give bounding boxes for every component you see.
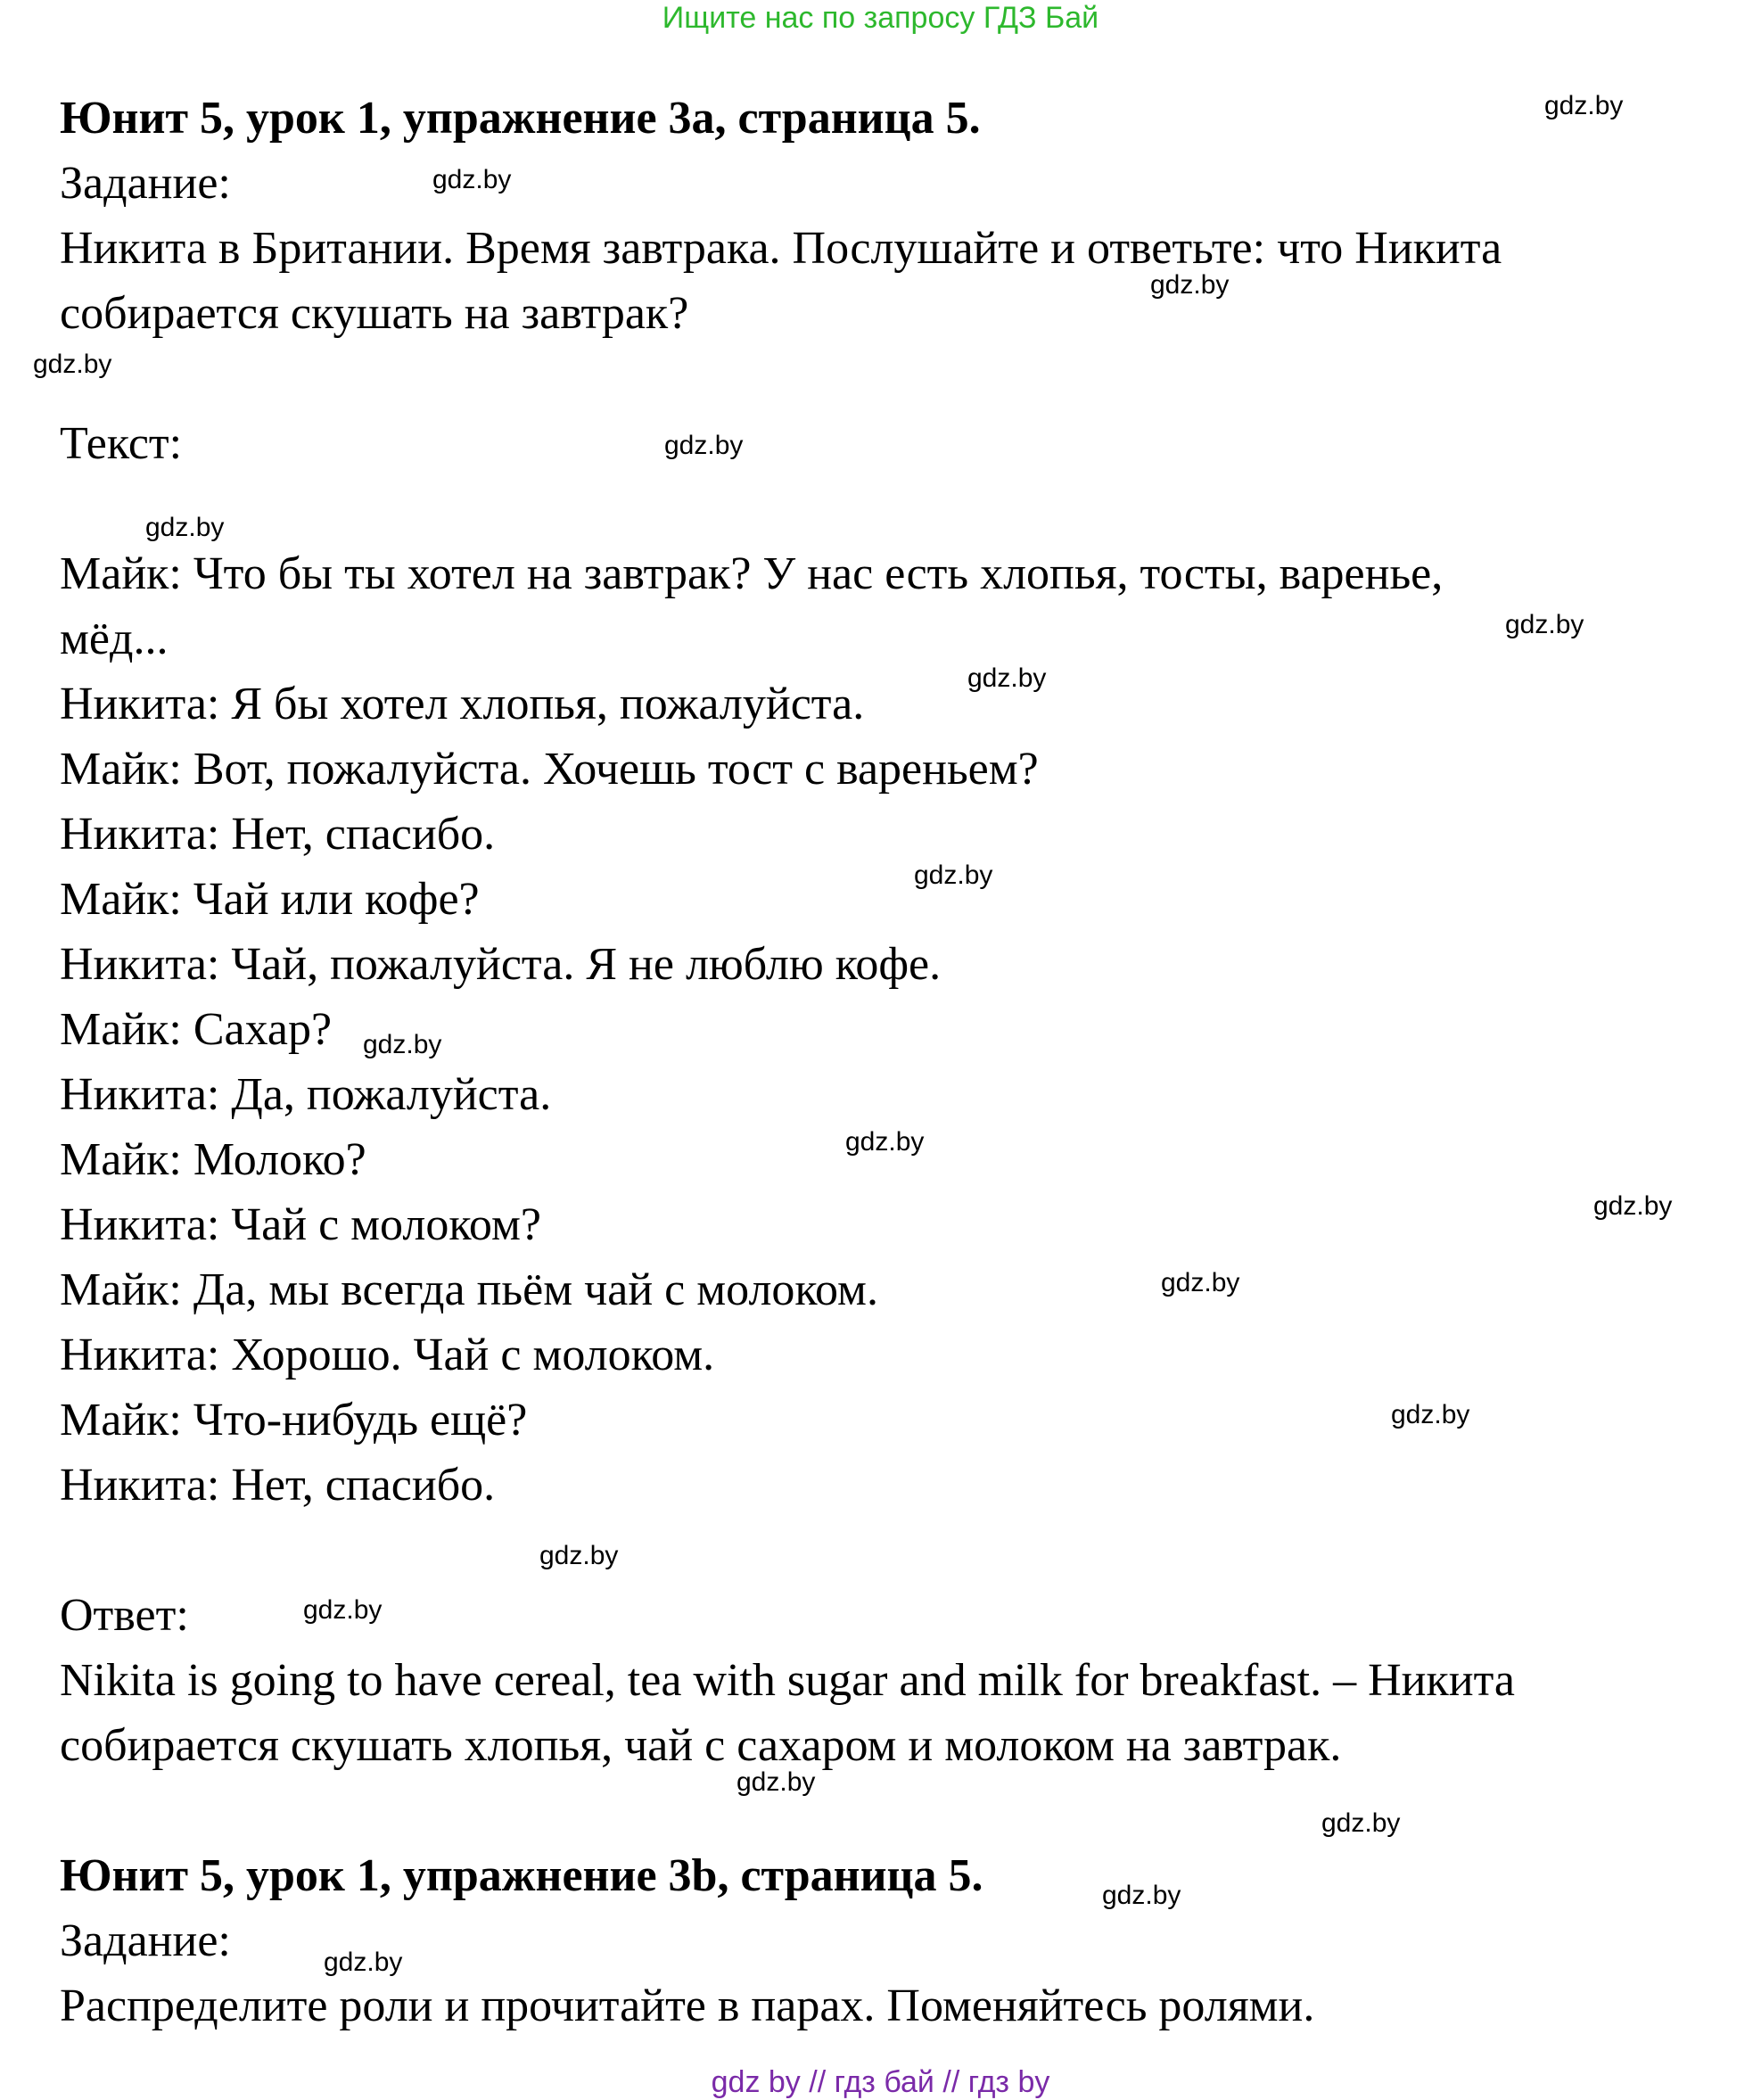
section1-text-label: Текст: <box>60 418 183 469</box>
watermark: gdz.by <box>539 1541 619 1570</box>
section1-answer-line: собирается скушать хлопья, чай с сахаром и молоком на завтрак. <box>60 1720 1342 1771</box>
dialogue-line: Майк: Да, мы всегда пьём чай с молоком. <box>60 1264 878 1315</box>
watermark: gdz.by <box>1102 1881 1181 1910</box>
dialogue-line: Майк: Вот, пожалуйста. Хочешь тост с вареньем? <box>60 744 1039 795</box>
dialogue-line: Майк: Что бы ты хотел на завтрак? У нас есть хлопья, тосты, варенье, <box>60 548 1444 599</box>
watermark: gdz.by <box>845 1127 925 1157</box>
dialogue-line: Майк: Что-нибудь ещё? <box>60 1395 528 1445</box>
top-banner: Ищите нас по запросу ГДЗ Бай <box>662 1 1099 35</box>
section1-task-line: собирается скушать на завтрак? <box>60 288 689 339</box>
watermark: gdz.by <box>914 861 993 890</box>
section2-task-line: Распределите роли и прочитайте в парах. Поменяйтесь ролями. <box>60 1981 1315 2031</box>
watermark: gdz.by <box>664 431 744 460</box>
spacer <box>60 1778 1718 1843</box>
watermark: gdz.by <box>736 1767 816 1797</box>
watermark: gdz.by <box>1544 91 1624 120</box>
watermark: gdz.by <box>324 1948 403 1977</box>
section2-heading: Юнит 5, урок 1, упражнение 3b, страница 5. <box>60 1850 983 1901</box>
watermark: gdz.by <box>1391 1400 1470 1429</box>
dialogue-line: Майк: Молоко? <box>60 1134 366 1185</box>
dialogue-line: Никита: Нет, спасибо. <box>60 1460 496 1511</box>
section1-task-label: Задание: <box>60 158 231 209</box>
dialogue-line: Никита: Я бы хотел хлопья, пожалуйста. <box>60 679 865 729</box>
watermark: gdz.by <box>303 1595 383 1625</box>
watermark: gdz.by <box>145 513 225 542</box>
dialogue-line: Никита: Чай, пожалуйста. Я не люблю кофе. <box>60 939 942 990</box>
dialogue-line: Никита: Да, пожалуйста. <box>60 1069 552 1120</box>
watermark: gdz.by <box>1161 1268 1240 1297</box>
watermark: gdz.by <box>1505 610 1584 639</box>
dialogue-line: мёд... <box>60 614 169 664</box>
watermark: gdz.by <box>1321 1808 1401 1838</box>
section1-answer-line: Nikita is going to have cereal, tea with sugar and milk for breakfast. – Никита <box>60 1655 1516 1706</box>
dialogue-line: Майк: Чай или кофе? <box>60 874 480 925</box>
watermark: gdz.by <box>33 350 112 379</box>
document-content <box>60 86 1718 2038</box>
watermark: gdz.by <box>363 1030 442 1059</box>
dialogue-line: Никита: Нет, спасибо. <box>60 809 496 860</box>
watermark: gdz.by <box>1593 1191 1673 1221</box>
section1-answer-label: Ответ: <box>60 1590 189 1641</box>
watermark: gdz.by <box>967 663 1047 693</box>
dialogue-line: Майк: Сахар? <box>60 1004 333 1055</box>
section1-heading: Юнит 5, урок 1, упражнение 3a, страница 5. <box>60 93 981 144</box>
spacer <box>60 1518 1718 1583</box>
spacer <box>60 476 1718 541</box>
footer: gdz by // гдз бай // гдз by <box>711 2065 1050 2099</box>
section1-task-line: Никита в Британии. Время завтрака. Послушайте и ответьте: что Никита <box>60 223 1502 274</box>
watermark: gdz.by <box>432 165 512 194</box>
section2-task-label: Задание: <box>60 1915 231 1966</box>
dialogue-line: Никита: Хорошо. Чай с молоком. <box>60 1330 715 1380</box>
spacer <box>60 346 1718 411</box>
watermark: gdz.by <box>1150 270 1230 300</box>
dialogue-line: Никита: Чай с молоком? <box>60 1199 541 1250</box>
